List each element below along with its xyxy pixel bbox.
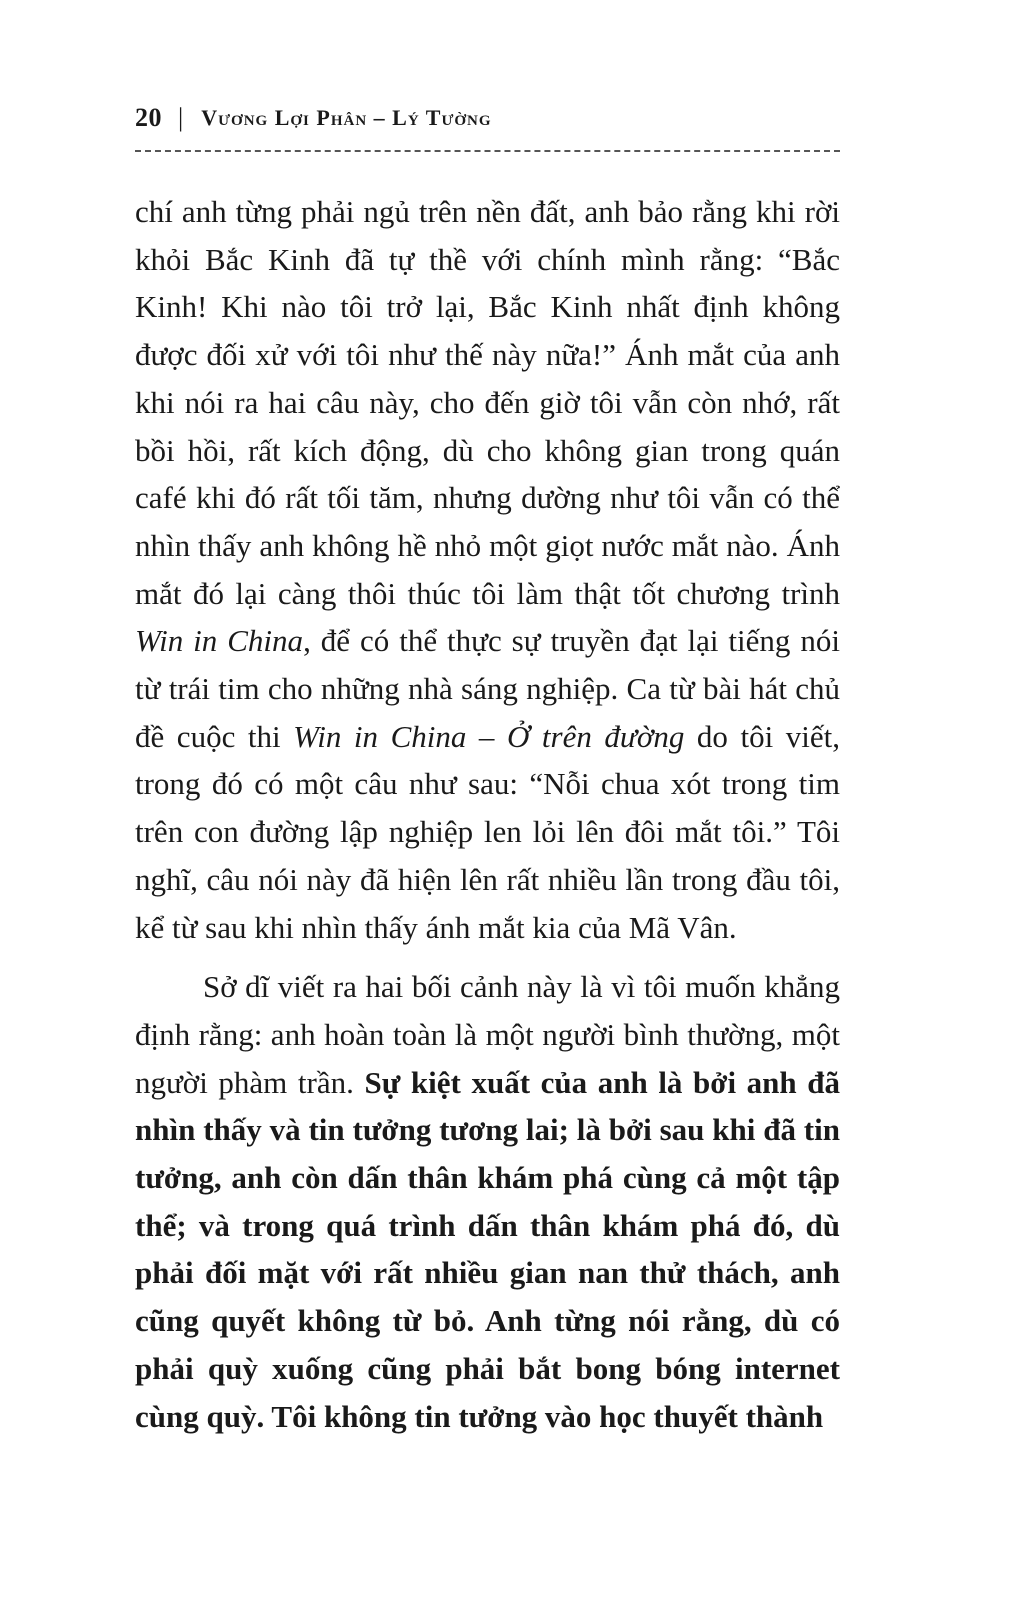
running-title: Vương Lợi Phân – Lý Tường	[201, 105, 492, 130]
paragraph-1-text-1: chí anh từng phải ngủ trên nền đất, anh bảo rằng khi rời khỏi Bắc Kinh đã tự thề với chính mình rằng: “Bắc Kinh! Khi nào tôi trở lại, Bắc Kinh nhất định không được đối xử với tôi như thế này nữa!” Ánh mắt của anh khi nói ra hai câu này, cho đến giờ tôi vẫn còn nhớ, rất bồi hồi, rất kích động, dù cho không gian trong quán café khi đó rất tối tăm, nhưng dường như tôi vẫn có thể nhìn thấy anh không hề nhỏ một giọt nước mắt nào. Ánh mắt đó lại càng thôi thúc tôi làm thật tốt chương trình	[135, 194, 840, 611]
paragraph-2-bold-passage: Sự kiệt xuất của anh là bởi anh đã nhìn thấy và tin tưởng tương lai; là bởi sau khi đã tin tưởng, anh còn dấn thân khám phá cùng cả một tập thể; và trong quá trình dấn thân khám phá đó, dù phải đối mặt với rất nhiều gian nan thử thách, anh cũng quyết không từ bỏ. Anh từng nói rằng, dù có phải quỳ xuống cũng phải bắt bong bóng internet cùng quỳ. Tôi không tin tưởng vào học thuyết thành	[135, 1064, 840, 1434]
paragraph-1	[135, 188, 840, 951]
header-separator: |	[178, 103, 184, 132]
paragraph-1-text-3: do tôi viết, trong đó có một câu như sau: “Nỗi chua xót trong tim trên con đường lập nghiệp len lỏi lên đôi mắt tôi.” Tôi nghĩ, câu nói này đã hiện lên rất nhiều lần trong đầu tôi, kể từ sau khi nhìn thấy ánh mắt kia của Mã Vân.	[135, 718, 840, 945]
paragraph-2-text-1: Sở dĩ viết ra hai bối cảnh này là vì tôi muốn khẳng định rằng: anh hoàn toàn là một người bình thường, một người phàm trần.	[135, 969, 840, 1100]
italic-song-title: Win in China – Ở trên đường	[293, 718, 685, 754]
page-header	[135, 98, 840, 138]
paragraph-1-text-2: , để có thể thực sự truyền đạt lại tiếng nói từ trái tim cho những nhà sáng nghiệp. Ca từ bài hát chủ đề cuộc thi	[135, 623, 840, 754]
italic-title-win-in-china: Win in China	[135, 623, 304, 659]
body-text	[135, 188, 840, 1440]
paragraph-2	[135, 963, 840, 1440]
page-number: 20	[135, 103, 162, 132]
header-dashed-rule	[135, 150, 840, 152]
